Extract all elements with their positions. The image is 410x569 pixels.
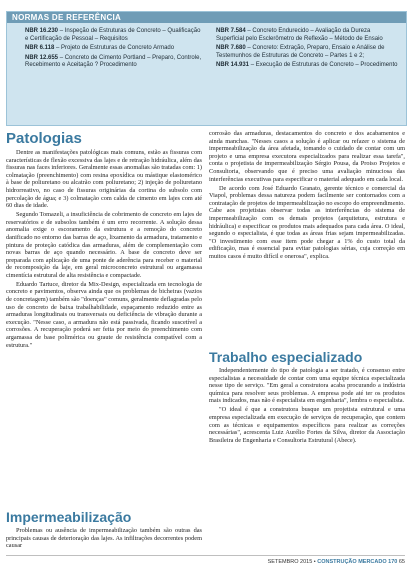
section-heading-trabalho: Trabalho especializado — [209, 349, 363, 365]
body-paragraph: Dentre as manifestações patológicas mais comuns, estão as fissuras com características de flexão excessiva das lajes e de retração hidráulica, além das fissuras nas faces inferiores. Geralmente essas anomalias são tratadas com: 1) colmatação (preenchimento) com resina epoxídica ou mástique elastomérico à base de poliuretano ou alcatrão com poliuretano; 2) injeção de poliuretano hidrorreativo, no caso de fissuras originárias da cortina do subsolo com percolação de água; e 3) colmatação com calda de cimento em lajes com até 60 dias de idade. — [6, 149, 202, 210]
footer-magazine: CONSTRUÇÃO MERCADO 170 — [317, 559, 398, 565]
standard-item — [25, 45, 203, 53]
standard-code: NBR 7.584 — [216, 28, 246, 34]
body-paragraph: "O ideal é que a construtora busque um projetista estrutural e uma empresa especializada em execução de serviços de recuperação, que contem com as técnicas e equipamentos específicos para realizar as correções necessárias", acrescenta Luiz Aurélio Fortes da Silva, diretor da Associação Brasileira de Engenharia e Consultoria Estrutural (Abece). — [209, 406, 405, 444]
section-heading-patologias: Patologias — [6, 130, 82, 147]
standard-code: NBR 16.230 — [25, 28, 59, 34]
standards-column-left — [25, 28, 203, 72]
standard-description: – Inspeção de Estruturas de Concreto – Qualificação e Certificação de Pessoal – Requisitos — [25, 28, 201, 42]
standard-item — [216, 28, 398, 43]
standard-item — [25, 28, 203, 43]
standard-code: NBR 12.655 — [25, 54, 59, 61]
impermeabilizacao-body — [6, 527, 202, 551]
standard-description: – Concreto Endurecido – Avaliação da Dureza Superficial pelo Esclerômetro de Reflexão – Método de Ensaio — [216, 28, 383, 42]
standard-item — [25, 55, 203, 70]
left-column-body — [6, 149, 202, 351]
standard-description: – Execução de Estruturas de Concreto – Procedimento — [249, 62, 398, 69]
section-heading-impermeabilizacao: Impermeabilização — [6, 509, 132, 525]
body-paragraph: Eduardo Tartuce, diretor da Mix-Design, especializada em tecnologia de concreto e pavimentos, observa ainda que os problemas de bicheiras (vazios de concretagem) também são "doenças" comuns, geralmente deflagradas pelo uso de concreto de baixa trabalhabilidade, espaçamento reduzido entre as armaduras longitudinais ou transversais ou deficiência de vibração durante a execução. "Nesse caso, a armadura não está passivada, ficando suscetível a corrosões. A recuperação poderá ser feita por meio do preenchimento com argamassa de base polimérica ou graute de resistência compatível com a estrutura." — [6, 280, 202, 349]
standard-description: – Concreto de Cimento Portland – Preparo, Controle, Recebimento e Aceitação ? Procedimento — [25, 54, 202, 69]
footer-date: SETEMBRO 2015 — [267, 559, 313, 565]
standard-code: NBR 14.931 — [216, 62, 250, 69]
body-paragraph: Segundo Tomazeli, a insuficiência de cobrimento de concreto em lajes de reservatórios e de subsolos também é um erro recorrente. A solução dessa anomalia exige o escoramento da estrutura e a remoção do concreto danificado no entorno das barras de aço, lixamento da armadura, tratamento e pintura de proteção catódica das armaduras, além de complementação com novas barras de aço quando necessário. A base de concreto deve ser preparada com aplicação de uma ponte de aderência para receber o material de recomposição da laje, em geral microconcreto estrutural ou argamassa cimentícia estrutural de alta resistência e compactade. — [6, 211, 202, 279]
body-paragraph: Problemas ou ausência de impermeabilização também são outras das principais causas de deterioração das lajes. As infiltrações decorrentes podem causar — [6, 527, 202, 550]
reference-standards-box — [6, 11, 407, 126]
standards-column-right — [216, 28, 398, 72]
standard-code: NBR 6.118 — [25, 45, 55, 52]
standard-item — [216, 62, 398, 70]
footer-divider — [6, 555, 405, 556]
standard-code: NBR 7.680 — [216, 45, 246, 52]
standard-description: – Projeto de Estruturas de Concreto Armado — [54, 45, 175, 52]
standard-item — [216, 45, 398, 60]
standard-description: – Concreto: Extração, Preparo, Ensaio e Análise de Testemunhos de Estruturas de Concreto – Partes 1 e 2; — [216, 45, 385, 59]
page-footer: SETEMBRO 2015 • CONSTRUÇÃO MERCADO 170 65 — [267, 559, 405, 565]
body-paragraph: De acordo com José Eduardo Granato, gerente técnico e comercial da Viapol, problemas dessa natureza podem facilmente ser contornados com a contratação de projetos de impermeabilização no escopo do empreendimento. Cabe aos projetistas observar todas as interferências do sistema de impermeabilização com os demais projetos (arquitetura, estrutura e hidráulica) e especificar os produtos mais adequados para cada área. O ideal, segundo o especialista, é que todas as áreas frias sejam impermeabilizadas. "O investimento com esse item pode chegar a 1% do custo total da edificação, mas é essencial para evitar patologias sérias, cuja correção em muitos casos é muito difícil e onerosa", explica. — [209, 184, 405, 260]
body-paragraph: Independentemente do tipo de patologia a ser tratado, é consenso entre especialistas a necessidade de contar com uma equipe técnica especializada nesse tipo de serviço. "Em geral a construtora acaba procurando a indústria química para resolver seus problemas. A empresa pode até ter os produtos mais indicados, mas não é especialista em engenharia", lembra o especialista. — [209, 367, 405, 405]
right-column-body — [209, 130, 405, 262]
body-paragraph: corrosão das armaduras, destacamentos do concreto e dos acabamentos e ainda manchas. "Nesses casos a solução é aplicar ou refazer o sistema de impermeabilização da área afetada, tomando o cuidado de contar com um projeto e uma empresa executora especializados para realizar essa tarefa", conta o projetista de impermeabilização Sérgio Pousa, da Proiso Projetos e Consultoria, observando que é preciso uma avaliação minuciosa das interferências executivas para especificar o material adequado em cada local. — [209, 130, 405, 183]
trabalho-body — [209, 367, 405, 446]
reference-standards-title: NORMAS DE REFERÊNCIA — [7, 12, 406, 23]
page-number: 65 — [398, 559, 405, 565]
